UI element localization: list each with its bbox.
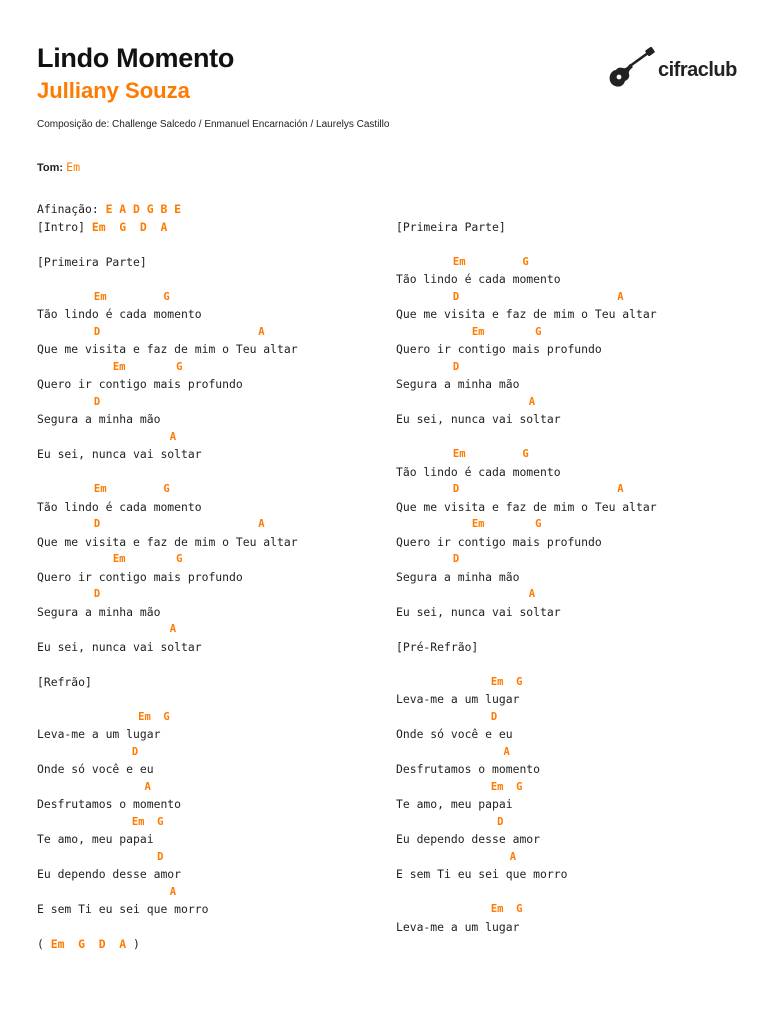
chord-line[interactable]: A [396,588,536,600]
lyric-line: Eu dependo desse amor [396,832,541,846]
chord-line[interactable]: D A [396,290,624,303]
chord-line[interactable]: A [396,745,510,758]
blank-line [37,656,298,674]
chord-line[interactable]: A [37,623,177,635]
blank-line [396,884,657,902]
intro-label: [Intro] [37,219,92,234]
lyric-line: Que me visita e faz de mim o Teu altar [396,307,657,321]
lyric-line: Leva-me a um lugar [37,727,161,741]
outro-chords[interactable]: Em G D A [50,937,127,951]
key-indicator [37,160,80,174]
lyric-line: Eu sei, nunca vai soltar [396,412,561,426]
chord-line[interactable]: D [37,588,101,600]
chord-line[interactable]: D A [37,518,265,530]
lyric-line: Eu dependo desse amor [37,867,182,881]
lyric-line: Onde só você e eu [37,762,154,776]
lyric-line: Segura a minha mão [37,412,161,426]
lyric-line: Quero ir contigo mais profundo [396,342,602,356]
lyric-line: Segura a minha mão [396,377,520,391]
chord-line[interactable]: D [396,360,460,373]
chord-line[interactable]: D [396,553,460,565]
chord-line[interactable]: Em G [396,780,523,793]
lyric-line: Tão lindo é cada momento [37,307,202,321]
blank-line [396,201,657,219]
chord-line[interactable]: Em G [37,710,170,723]
logo-text: cifraclub [658,58,737,81]
chord-line[interactable]: Em G [37,483,170,495]
lyric-line: [Refrão] [37,674,92,689]
lyric-line: Tão lindo é cada momento [37,499,202,514]
blank-line [37,236,298,254]
tuning-line [37,201,298,219]
outro-open: ( [37,937,51,951]
chord-line[interactable]: Em G [37,553,183,565]
blank-line [396,236,657,254]
chord-line[interactable]: D [396,710,498,723]
key-label: Tom: [37,162,64,174]
lyric-line: Que me visita e faz de mim o Teu altar [37,534,298,549]
chord-line[interactable]: D [37,395,101,408]
chord-line[interactable]: Em G [37,815,164,828]
composer-credits: Composição de: Challenge Salcedo / Enmanuel Encarnación / Laurelys Castillo [37,119,390,130]
lyric-line: Tão lindo é cada momento [396,464,561,479]
lyric-line: [Primeira Parte] [396,219,506,234]
lyric-line: Leva-me a um lugar [396,919,520,934]
intro-line [37,219,298,237]
lyric-line: Leva-me a um lugar [396,692,520,706]
lyric-line: Eu sei, nunca vai soltar [396,604,561,619]
outro-close: ) [126,937,140,951]
chord-line[interactable]: D A [396,483,624,495]
chord-line[interactable]: D A [37,325,265,338]
chord-line[interactable]: Em G [396,675,523,688]
blank-line [396,656,657,674]
cifraclub-logo[interactable] [606,46,737,94]
right-column [396,201,657,936]
chord-line[interactable]: A [37,885,177,898]
chord-line[interactable]: D [396,815,504,828]
chord-line[interactable]: Em G [396,903,523,915]
lyric-line: Onde só você e eu [396,727,513,741]
lyric-line: Que me visita e faz de mim o Teu altar [37,342,298,356]
chord-line[interactable]: Em G [396,518,542,530]
lyric-line: [Pré-Refrão] [396,639,479,654]
lyric-line: E sem Ti eu sei que morro [37,902,209,916]
lyric-line: Quero ir contigo mais profundo [37,377,243,391]
chord-line[interactable]: A [37,780,151,793]
intro-chords[interactable]: Em G D A [91,219,168,234]
blank-line [37,691,298,709]
chord-line[interactable]: A [37,430,177,443]
tuning-label: Afinação: [37,202,106,216]
lyric-line: Quero ir contigo mais profundo [396,534,602,549]
blank-line [396,621,657,639]
key-value[interactable]: Em [66,160,80,174]
chord-line[interactable]: Em G [396,448,529,460]
lyric-line: Desfrutamos o momento [37,797,182,811]
chord-line[interactable]: Em G [396,255,529,268]
lyric-line: Te amo, meu papai [396,797,513,811]
lyric-line: Quero ir contigo mais profundo [37,569,243,584]
lyric-line: E sem Ti eu sei que morro [396,867,568,881]
blank-line [37,271,298,289]
chord-line[interactable]: Em G [37,360,183,373]
lyric-line: Que me visita e faz de mim o Teu altar [396,499,657,514]
blank-line [37,464,298,482]
blank-line [37,919,298,937]
blank-line [396,429,657,447]
lyric-line: Desfrutamos o momento [396,762,541,776]
lyric-line: Tão lindo é cada momento [396,272,561,286]
outro-line [37,936,298,954]
song-title: Lindo Momento [37,43,235,73]
lyric-line: [Primeira Parte] [37,254,147,269]
lyric-line: Eu sei, nunca vai soltar [37,447,202,461]
chord-line[interactable]: D [37,850,164,863]
chord-line[interactable]: A [396,850,517,863]
chord-line[interactable]: Em G [396,325,542,338]
lyric-line: Segura a minha mão [396,569,520,584]
chord-line[interactable]: D [37,745,139,758]
lyric-line: Segura a minha mão [37,604,161,619]
tuning-value[interactable]: E A D G B E [105,202,182,216]
chord-line[interactable]: Em G [37,290,170,303]
chord-line[interactable]: A [396,395,536,408]
left-column [37,201,298,954]
artist-name[interactable]: Julliany Souza [37,78,190,103]
lyric-line: Te amo, meu papai [37,832,154,846]
guitar-icon [606,46,656,95]
lyric-line: Eu sei, nunca vai soltar [37,639,202,654]
